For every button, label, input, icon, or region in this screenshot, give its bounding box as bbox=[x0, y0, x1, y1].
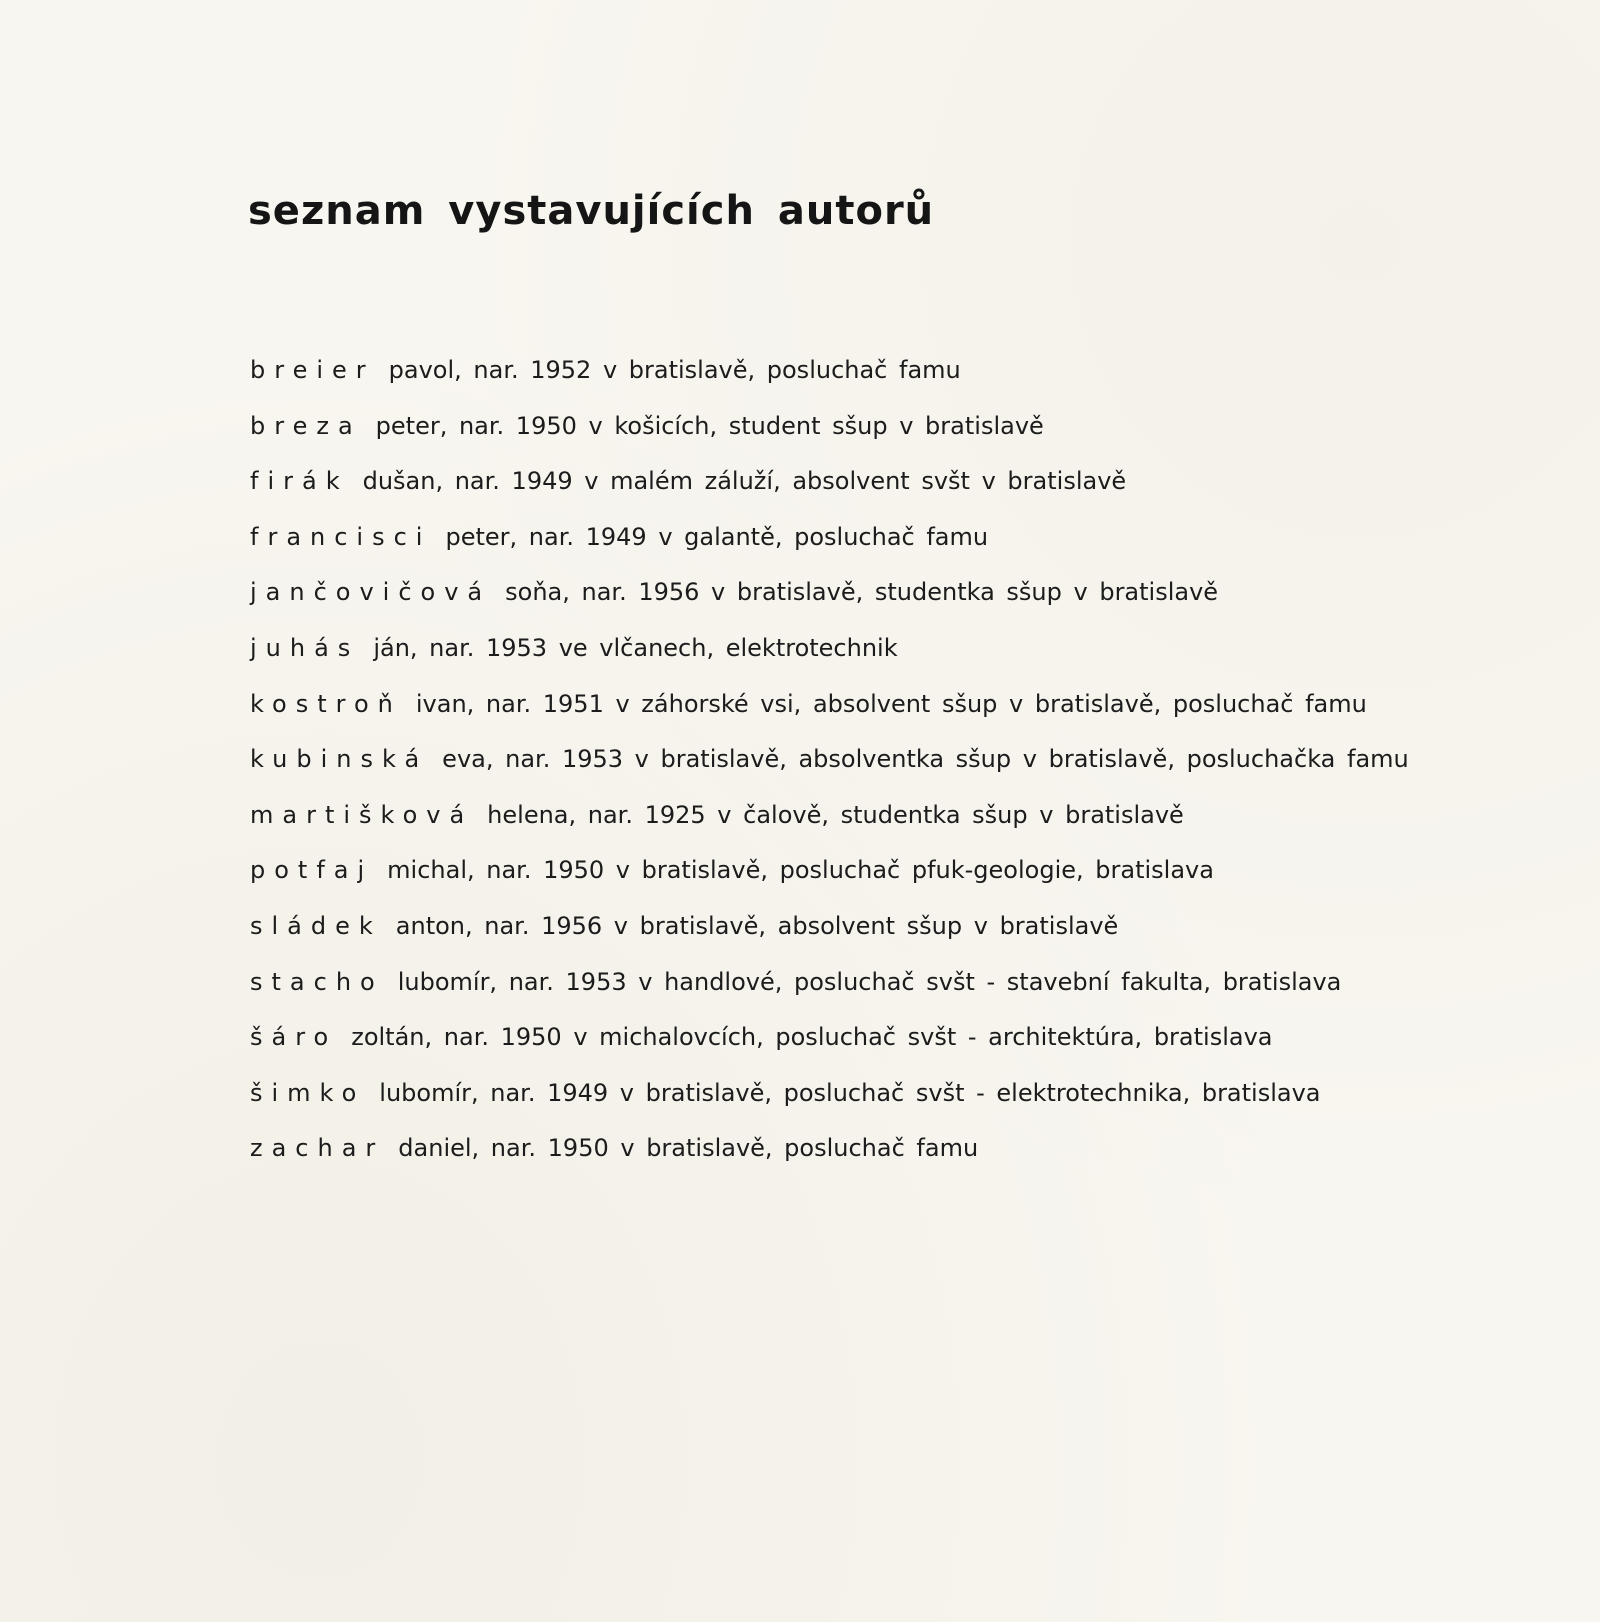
author-details: helena, nar. 1925 v čalově, studentka sšup v bratislavě bbox=[487, 800, 1184, 829]
author-surname: šimko bbox=[250, 1078, 366, 1107]
author-entry bbox=[250, 1128, 1409, 1184]
author-surname: stacho bbox=[250, 967, 384, 996]
author-entry bbox=[250, 962, 1409, 1018]
author-entry bbox=[250, 684, 1409, 740]
author-details: pavol, nar. 1952 v bratislavě, posluchač famu bbox=[388, 356, 961, 384]
author-entry bbox=[250, 739, 1409, 795]
author-surname: breier bbox=[250, 356, 375, 384]
author-details: michal, nar. 1950 v bratislavě, posluchač pfuk-geologie, bratislava bbox=[387, 856, 1214, 885]
author-surname: potfaj bbox=[250, 856, 374, 885]
author-surname: jančovičová bbox=[250, 578, 492, 607]
author-entry bbox=[250, 628, 1409, 684]
author-details: peter, nar. 1950 v košicích, student sšup v bratislavě bbox=[375, 411, 1044, 440]
author-entry bbox=[250, 850, 1409, 906]
author-entry bbox=[250, 406, 1409, 462]
author-surname: kostroň bbox=[250, 689, 402, 718]
author-details: ján, nar. 1953 ve vlčanech, elektrotechnik bbox=[373, 633, 898, 662]
author-entry bbox=[250, 906, 1409, 962]
author-details: dušan, nar. 1949 v malém záluží, absolvent svšt v bratislavě bbox=[362, 467, 1127, 496]
author-surname: šáro bbox=[250, 1023, 338, 1052]
page-title: seznam vystavujících autorů bbox=[248, 188, 935, 234]
author-entry bbox=[250, 350, 1409, 406]
author-surname: zachar bbox=[250, 1134, 385, 1163]
author-entry bbox=[250, 795, 1409, 851]
author-surname: breza bbox=[250, 411, 362, 440]
author-details: zoltán, nar. 1950 v michalovcích, posluchač svšt - architektúra, bratislava bbox=[351, 1023, 1273, 1052]
author-entry bbox=[250, 572, 1409, 628]
author-surname: francisci bbox=[250, 522, 432, 551]
author-surname: kubinská bbox=[250, 745, 429, 774]
author-surname: martišková bbox=[250, 800, 474, 829]
author-details: lubomír, nar. 1949 v bratislavě, posluchač svšt - elektrotechnika, bratislava bbox=[379, 1078, 1321, 1107]
author-details: soňa, nar. 1956 v bratislavě, studentka sšup v bratislavě bbox=[505, 578, 1219, 607]
author-details: peter, nar. 1949 v galantě, posluchač famu bbox=[445, 522, 989, 551]
author-entry bbox=[250, 1017, 1409, 1073]
author-entry bbox=[250, 1073, 1409, 1129]
author-entry bbox=[250, 461, 1409, 517]
author-entry bbox=[250, 517, 1409, 573]
author-list bbox=[250, 350, 1409, 1184]
author-surname: juhás bbox=[250, 633, 360, 662]
author-surname: firák bbox=[250, 467, 349, 496]
author-details: eva, nar. 1953 v bratislavě, absolventka sšup v bratislavě, posluchačka famu bbox=[442, 745, 1409, 774]
author-surname: sládek bbox=[250, 911, 382, 940]
author-details: daniel, nar. 1950 v bratislavě, posluchač famu bbox=[398, 1134, 979, 1163]
author-details: anton, nar. 1956 v bratislavě, absolvent sšup v bratislavě bbox=[395, 911, 1119, 940]
author-details: lubomír, nar. 1953 v handlové, posluchač svšt - stavební fakulta, bratislava bbox=[397, 967, 1342, 996]
author-details: ivan, nar. 1951 v záhorské vsi, absolvent sšup v bratislavě, posluchač famu bbox=[415, 689, 1367, 718]
